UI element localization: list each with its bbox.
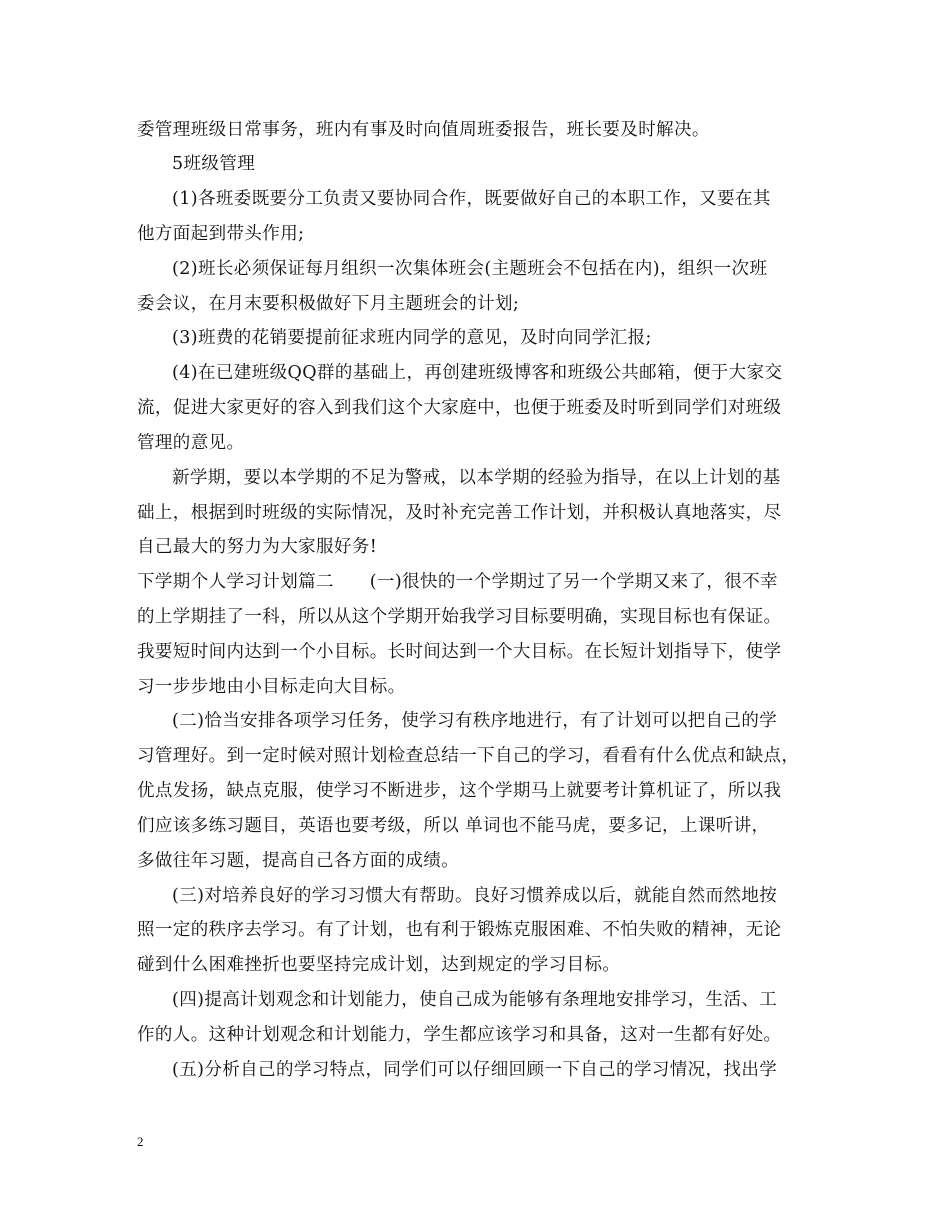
text-line: 我要短时间内达到一个小目标。长时间达到一个大目标。在长短计划指导下，使学 xyxy=(137,642,782,662)
page-number: 2 xyxy=(137,1134,144,1149)
text-line: 碰到什么困难挫折也要坚持完成计划，达到规定的学习目标。 xyxy=(137,955,621,975)
text-line: (三)对培养良好的学习习惯大有帮助。良好习惯养成以后，就能自然而然地按 xyxy=(172,886,778,906)
text-line: 习一步步地由小目标走向大目标。 xyxy=(137,677,406,697)
text-line: (五)分析自己的学习特点，同学们可以仔细回顾一下自己的学习情况，找出学 xyxy=(172,1060,778,1080)
text-line: 作的人。这种计划观念和计划能力，学生都应该学习和具备，这对一生都有好处。 xyxy=(137,1025,782,1045)
text-line: 新学期，要以本学期的不足为警戒，以本学期的经验为指导，在以上计划的基 xyxy=(172,468,781,488)
text-line: (3)班费的花销要提前征求班内同学的意见，及时向同学汇报; xyxy=(172,328,652,348)
text-line: 自己最大的努力为大家服好务! xyxy=(137,537,378,557)
text-line: 多做往年习题，提高自己各方面的成绩。 xyxy=(137,851,460,871)
text-line: 他方面起到带头作用; xyxy=(137,224,305,244)
text-line: 下学期个人学习计划篇二 (一)很快的一个学期过了另一个学期又来了，很不幸 xyxy=(137,572,778,592)
text-line: 委会议，在月末要积极做好下月主题班会的计划; xyxy=(137,294,520,314)
text-line: 习管理好。到一定时候对照计划检查总结一下自己的学习，看看有什么优点和缺点， xyxy=(137,746,800,766)
text-line: 照一定的秩序去学习。有了计划，也有利于锻炼克服困难、不怕失败的精神，无论 xyxy=(137,920,782,940)
text-line: 管理的意见。 xyxy=(137,433,245,453)
text-line: (二)恰当安排各项学习任务，使学习有秩序地进行，有了计划可以把自己的学 xyxy=(172,711,778,731)
text-line: (2)班长必须保证每月组织一次集体班会(主题班会不包括在内)，组织一次班 xyxy=(172,259,768,279)
text-line: (4)在已建班级QQ群的基础上，再创建班级博客和班级公共邮箱，便于大家交 xyxy=(172,363,783,383)
text-line: 流，促进大家更好的容入到我们这个大家庭中，也便于班委及时听到同学们对班级 xyxy=(137,398,782,418)
text-line: 的上学期挂了一科，所以从这个学期开始我学习目标要明确，实现目标也有保证。 xyxy=(137,607,782,627)
text-line: 委管理班级日常事务，班内有事及时向值周班委报告，班长要及时解决。 xyxy=(137,120,710,140)
text-line: (四)提高计划观念和计划能力，使自己成为能够有条理地安排学习，生活、工 xyxy=(172,990,778,1010)
section-heading: 5班级管理 xyxy=(172,154,256,174)
text-line: 们应该多练习题目，英语也要考级，所以 单词也不能马虎，要多记，上课听讲， xyxy=(137,816,770,836)
text-line: (1)各班委既要分工负责又要协同合作，既要做好自己的本职工作，又要在其 xyxy=(172,189,771,209)
text-line: 础上，根据到时班级的实际情况，及时补充完善工作计划，并积极认真地落实，尽 xyxy=(137,503,782,523)
text-line: 优点发扬，缺点克服，使学习不断进步，这个学期马上就要考计算机证了，所以我 xyxy=(137,781,782,801)
